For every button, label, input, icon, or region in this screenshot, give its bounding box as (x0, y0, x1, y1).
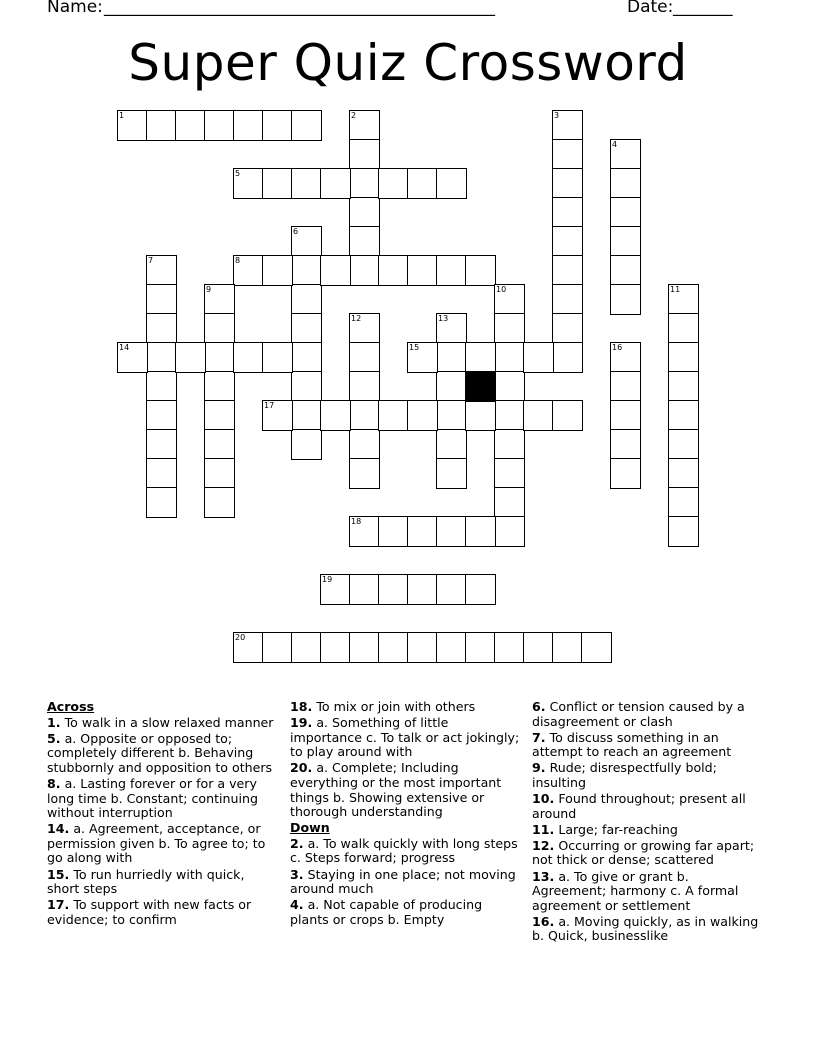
clue-number: 12 (351, 314, 362, 323)
clue-number: 7 (148, 256, 154, 265)
clue-column-1 (47, 700, 279, 929)
across-clue-18: 18. To mix or join with others (290, 699, 476, 714)
across-clue-20: 20. a. Complete; Including everything or the most important things b. Showing extensive or thorough understanding (290, 760, 502, 820)
clue-number: 4 (612, 140, 618, 149)
date-field[interactable]: _______ (673, 0, 733, 17)
clue-column-3 (532, 700, 764, 946)
clue-number: 15 (409, 343, 420, 352)
across-heading: Across (47, 699, 95, 714)
down-clue-12: 12. Occurring or growing far apart; not thick or dense; scattered (532, 837, 755, 868)
down-clue-9: 9. Rude; disrespectfully bold; insulting (532, 760, 717, 790)
clue-number: 6 (293, 227, 299, 236)
clue-number: 18 (351, 517, 362, 526)
down-clue-13: 13. a. To give or grant b. Agreement; harmony c. A formal agreement or settlement (532, 868, 739, 913)
down-heading: Down (290, 820, 330, 836)
clue-number: 1 (119, 111, 125, 120)
across-clue-17: 17. To support with new facts or evidence; to confirm (47, 897, 252, 927)
clue-number: 17 (264, 401, 275, 410)
across-clue-8: 8. a. Lasting forever or for a very long time b. Constant; continuing without interruption (47, 775, 258, 821)
clue-number: 14 (119, 343, 130, 352)
clue-number: 20 (235, 633, 246, 642)
down-clue-7: 7. To discuss something in an attempt to reach an agreement (532, 729, 732, 760)
down-clue-2: 2. a. To walk quickly with long steps c. Steps forward; progress (290, 835, 518, 866)
down-clue-6: 6. Conflict or tension caused by a disagreement or clash (532, 699, 745, 729)
clue-number: 3 (554, 111, 560, 120)
across-clue-19: 19. a. Something of little importance c. To talk or act jokingly; to play around with (290, 715, 520, 760)
name-field[interactable]: ______________________________________________ (104, 0, 495, 17)
clue-column-2 (290, 700, 522, 929)
clue-number: 10 (496, 285, 507, 294)
across-clue-1: 1. To walk in a slow relaxed manner (47, 714, 274, 730)
across-clue-15: 15. To run hurriedly with quick, short steps (47, 866, 245, 897)
across-clue-14: 14. a. Agreement, acceptance, or permission given b. To agree to; to go along with (47, 821, 266, 866)
clue-number: 9 (206, 285, 212, 294)
clue-number: 2 (351, 111, 357, 120)
down-clue-4: 4. a. Not capable of producing plants or crops b. Empty (290, 897, 483, 927)
down-clue-10: 10. Found throughout; present all around (532, 791, 746, 821)
clue-number: 8 (235, 256, 241, 265)
date-label: Date: (627, 0, 674, 17)
clue-number: 13 (438, 314, 449, 323)
clue-number: 16 (612, 343, 623, 352)
down-clue-3: 3. Staying in one place; not moving around much (290, 866, 516, 897)
clue-number: 5 (235, 169, 241, 178)
clue-number: 19 (322, 575, 333, 584)
down-clue-16: 16. a. Moving quickly, as in walking b. Quick, businesslike (532, 913, 759, 944)
name-label: Name: (47, 0, 103, 17)
page-title: Super Quiz Crossword (128, 34, 688, 92)
down-clue-11: 11. Large; far-reaching (532, 821, 678, 837)
across-clue-5: 5. a. Opposite or opposed to; completely different b. Behaving stubbornly and opposition to others (47, 730, 273, 775)
clue-number: 11 (670, 285, 681, 294)
